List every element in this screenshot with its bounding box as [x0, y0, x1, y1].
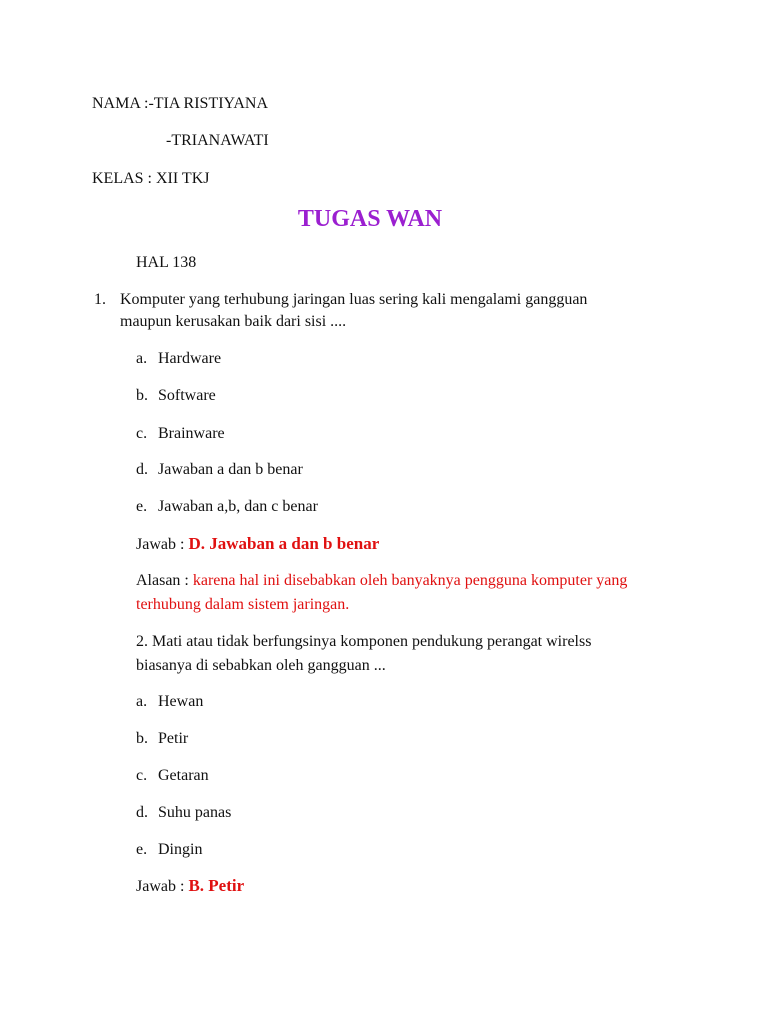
option-text: Jawaban a,b, dan c benar: [158, 498, 318, 515]
q1-jawab-line: [136, 534, 379, 555]
option-letter: c.: [136, 767, 148, 784]
q1-text-line-2: maupun kerusakan baik dari sisi ....: [120, 313, 347, 330]
option-text: Petir: [158, 730, 189, 747]
option-text: Dingin: [158, 841, 203, 858]
option-letter: b.: [136, 730, 148, 747]
option-letter: e.: [136, 498, 148, 515]
option-text: Hardware: [158, 350, 222, 367]
q2-option-b: [136, 729, 188, 749]
alasan-label: Alasan :: [136, 572, 193, 589]
page-reference: HAL 138: [136, 254, 197, 271]
q2-text-line-2: biasanya di sebabkan oleh gangguan ...: [136, 657, 386, 674]
option-letter: c.: [136, 425, 148, 442]
option-text: Jawaban a dan b benar: [158, 461, 303, 478]
q1-text-line-1: [94, 290, 587, 310]
q1-alasan-line-1: [136, 571, 627, 591]
q2-jawab-line: [136, 876, 244, 897]
q2-option-c: [136, 766, 209, 786]
q1-alasan-text-2: terhubung dalam sistem jaringan.: [136, 596, 350, 613]
option-letter: a.: [136, 693, 148, 710]
option-text: Hewan: [158, 693, 204, 710]
nama-label: NAMA :: [92, 95, 149, 112]
kelas-label: KELAS :: [92, 170, 156, 187]
option-letter: d.: [136, 461, 148, 478]
jawab-label: Jawab :: [136, 878, 189, 895]
nama-value-1: -TIA RISTIYANA: [148, 95, 268, 112]
option-letter: e.: [136, 841, 148, 858]
kelas-value: XII TKJ: [156, 170, 210, 187]
option-text: Suhu panas: [158, 804, 232, 821]
q2-option-d: [136, 803, 231, 823]
q2-text-line-1: 2. Mati atau tidak berfungsinya komponen pendukung perangat wirelss: [136, 633, 592, 650]
q1-option-b: [136, 386, 216, 406]
option-letter: d.: [136, 804, 148, 821]
option-letter: b.: [136, 387, 148, 404]
q1-option-d: [136, 460, 303, 480]
option-text: Getaran: [158, 767, 209, 784]
q2-option-a: [136, 692, 203, 712]
q1-option-c: [136, 424, 225, 444]
q1-number: 1.: [94, 291, 106, 308]
nama-value-2: -TRIANAWATI: [166, 132, 269, 149]
q1-option-e: [136, 497, 318, 517]
document-title: TUGAS WAN: [297, 206, 443, 232]
jawab-label: Jawab :: [136, 536, 189, 553]
q1-text-1: Komputer yang terhubung jaringan luas sering kali mengalami gangguan: [120, 291, 588, 308]
q1-option-a: [136, 349, 221, 369]
kelas-line: [92, 169, 209, 189]
option-text: Brainware: [158, 425, 225, 442]
q1-alasan-text-1: karena hal ini disebabkan oleh banyaknya pengguna komputer yang: [192, 572, 628, 589]
q2-answer: B. Petir: [188, 876, 245, 895]
q1-answer: D. Jawaban a dan b benar: [188, 534, 380, 553]
q2-option-e: [136, 840, 202, 860]
option-letter: a.: [136, 350, 148, 367]
nama-line: [92, 94, 268, 114]
option-text: Software: [158, 387, 216, 404]
